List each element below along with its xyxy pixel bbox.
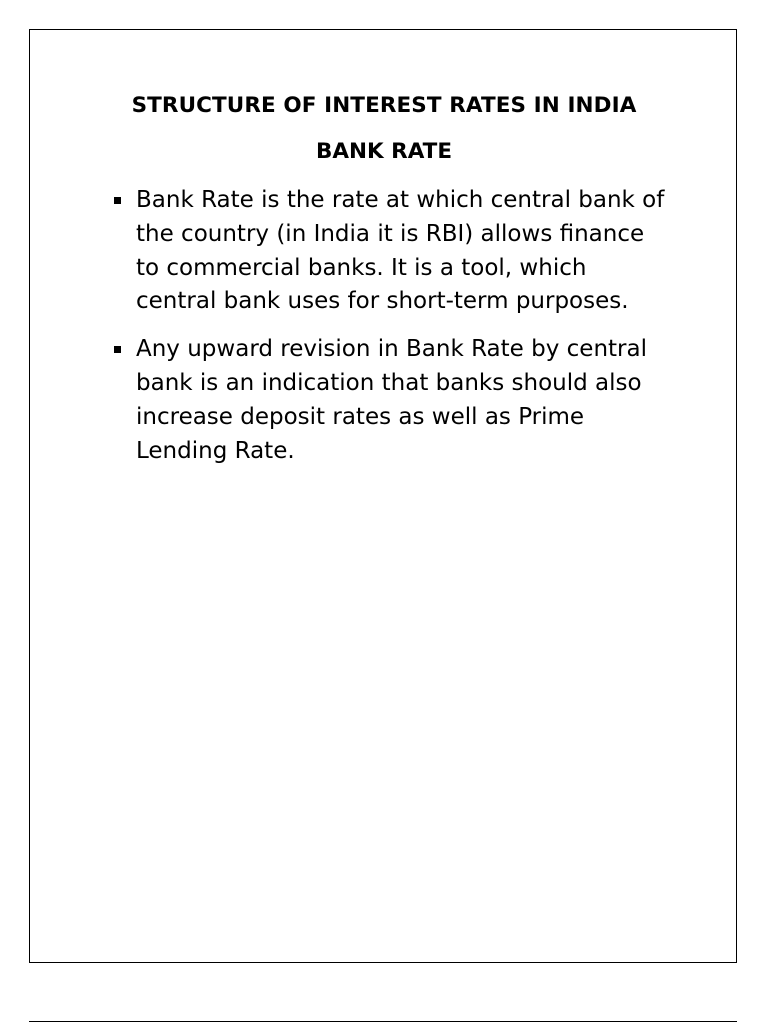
list-item bbox=[114, 184, 674, 319]
bullet-text: Bank Rate is the rate at which central bank of the country (in India it is RBI) allows finance to commercial banks. It is a tool, which central bank uses for short-term purposes. bbox=[136, 187, 665, 315]
section-heading-bank-rate: BANK RATE bbox=[315, 139, 453, 164]
next-page-edge bbox=[29, 1021, 737, 1022]
bullet-text: Any upward revision in Bank Rate by central bank is an indication that banks should also increase deposit rates as well as Prime Lending Rate. bbox=[136, 336, 647, 464]
list-item bbox=[114, 333, 674, 468]
bullet-list bbox=[114, 184, 674, 482]
square-bullet-icon bbox=[114, 197, 121, 204]
document-title: STRUCTURE OF INTEREST RATES IN INDIA bbox=[131, 93, 637, 118]
document-page bbox=[29, 29, 737, 963]
square-bullet-icon bbox=[114, 346, 121, 353]
